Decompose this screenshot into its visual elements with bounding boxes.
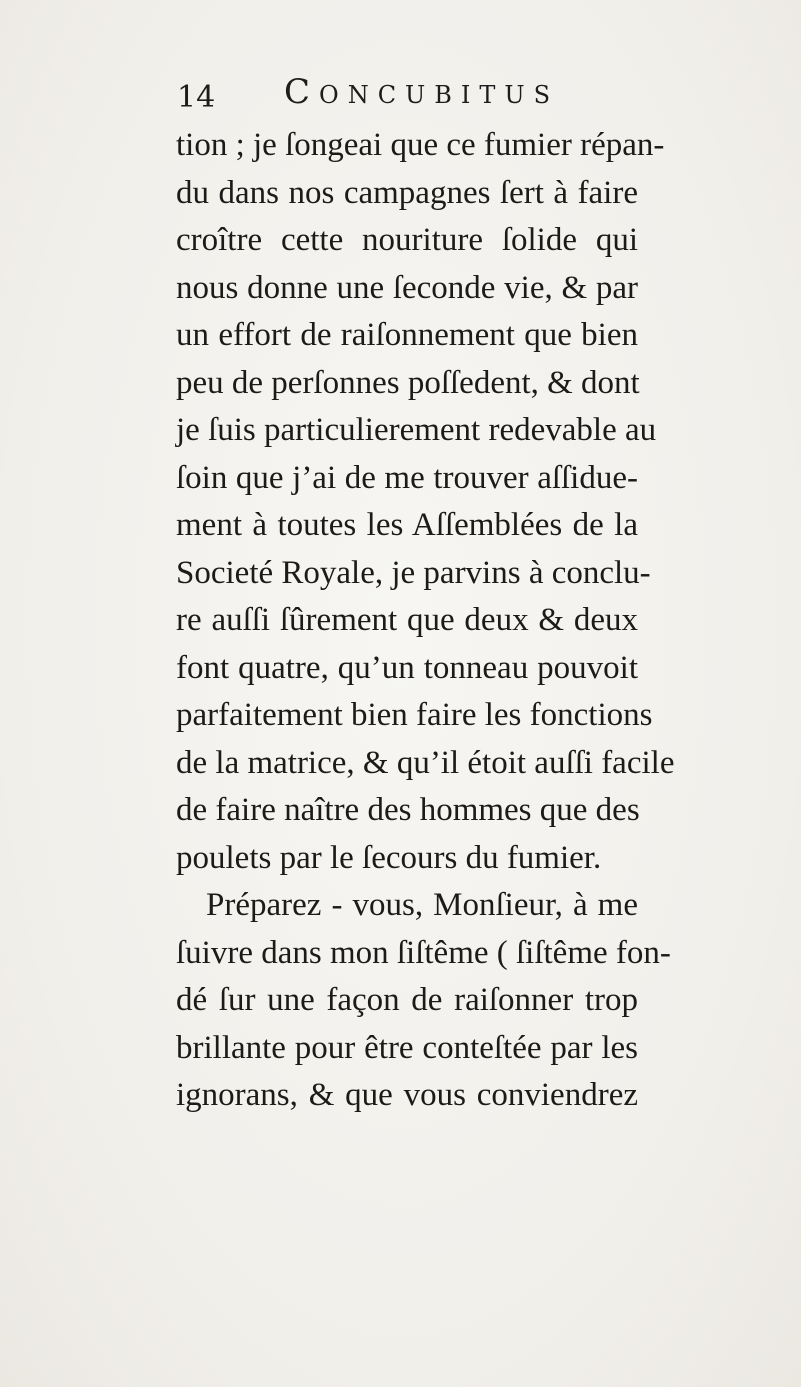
text-line: nous donne une ſeconde vie, & par: [176, 269, 638, 306]
text-line: re auſſi ſûrement que deux & deux: [176, 602, 638, 638]
text-line: Préparez - vous, Monſieur, à me: [206, 887, 638, 923]
text-line: je ſuis particulierement redevable au: [176, 412, 657, 448]
text-line: ignorans, & que vous conviendrez: [176, 1077, 638, 1113]
body-text: [176, 122, 675, 1120]
page-header: [0, 70, 801, 120]
text-line: dé ſur une façon de raiſonner trop: [176, 982, 638, 1018]
text-line: brillante pour être conteſtée par les: [176, 1029, 638, 1066]
text-line: Societé Royale, je parvins à conclu-: [176, 554, 651, 591]
text-line: peu de perſonnes poſſedent, & dont: [176, 364, 640, 401]
text-line: de faire naître des hommes que des: [176, 792, 640, 828]
text-line: un effort de raiſonnement que bien: [176, 317, 638, 353]
text-line: ſuivre dans mon ſiſtême ( ſiſtême fon-: [176, 934, 671, 971]
text-line: tion ; je ſongeai que ce fumier répan-: [176, 127, 665, 163]
text-line: du dans nos campagnes ſert à faire: [176, 174, 638, 211]
text-line: font quatre, qu’un tonneau pouvoit: [176, 649, 638, 686]
page-number: 14: [177, 80, 216, 115]
text-line: parfaitement bien faire les fonctions: [176, 697, 653, 733]
text-line: poulets par le ſecours du fumier.: [176, 839, 602, 876]
text-line: ment à toutes les Aſſemblées de la: [176, 507, 638, 543]
running-head: Concubitus: [284, 72, 560, 112]
text-line: de la matrice, & qu’il étoit auſſi facile: [176, 744, 675, 781]
text-line: croître cette nouriture ſolide qui: [176, 222, 638, 258]
text-line: ſoin que j’ai de me trouver aſſidue-: [176, 459, 638, 496]
